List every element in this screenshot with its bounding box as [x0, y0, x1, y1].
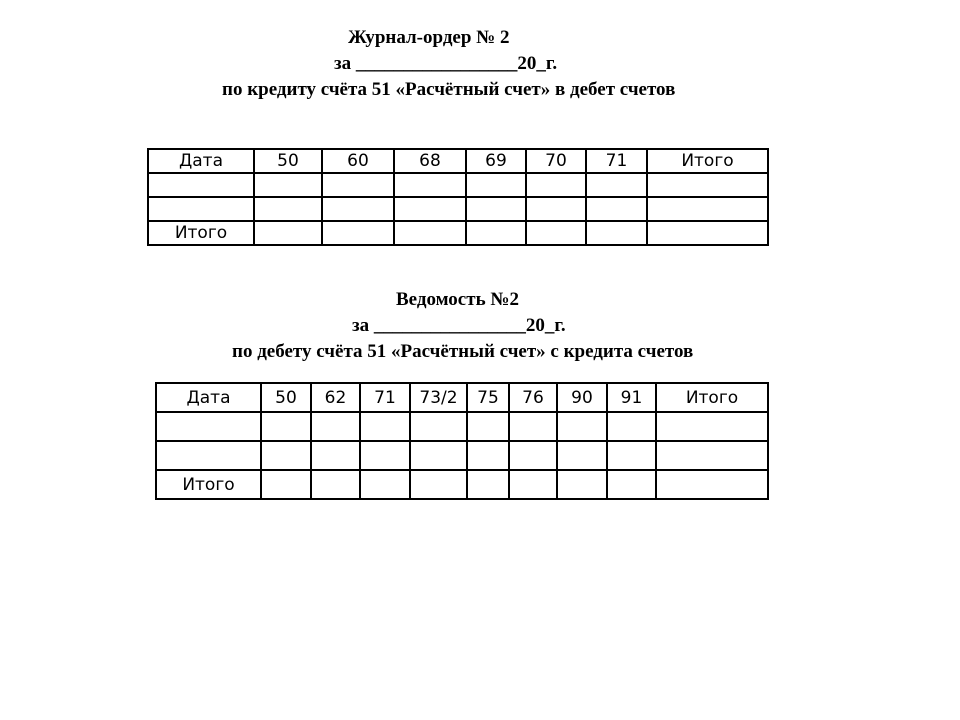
table-cell [607, 470, 656, 499]
table-cell [526, 197, 586, 221]
statement-title: Ведомость №2 [396, 289, 519, 310]
column-header: 71 [586, 149, 647, 173]
table-header-row [156, 383, 768, 412]
table-cell [466, 173, 526, 197]
table-cell [586, 173, 647, 197]
table-cell [360, 412, 410, 441]
table-cell [656, 412, 768, 441]
column-header: 69 [466, 149, 526, 173]
table-cell [466, 221, 526, 245]
table-cell [156, 412, 261, 441]
table-cell [526, 173, 586, 197]
column-header: Дата [148, 149, 254, 173]
table-cell [647, 197, 768, 221]
table-cell [322, 197, 394, 221]
column-header: 68 [394, 149, 466, 173]
table-cell [647, 221, 768, 245]
table-cell [410, 412, 467, 441]
journal-period: за _________________20_г. [334, 53, 558, 74]
table-cell [261, 412, 311, 441]
table-row [156, 412, 768, 441]
table-cell [311, 441, 360, 470]
column-header: 50 [254, 149, 322, 173]
table-cell [254, 173, 322, 197]
table-header-row [148, 149, 768, 173]
column-header: 62 [311, 383, 360, 412]
journal-table [147, 148, 769, 246]
table-cell [467, 441, 509, 470]
table-cell [509, 470, 557, 499]
table-cell [586, 197, 647, 221]
table-total-row [148, 221, 768, 245]
table-cell [311, 412, 360, 441]
table-cell [557, 470, 607, 499]
table-cell [607, 441, 656, 470]
column-header: 73/2 [410, 383, 467, 412]
table-cell [394, 197, 466, 221]
statement-table [155, 382, 769, 500]
table-cell [586, 221, 647, 245]
table-cell [394, 173, 466, 197]
total-label: Итого [148, 221, 254, 245]
table-row [156, 441, 768, 470]
table-cell [509, 441, 557, 470]
table-cell [557, 441, 607, 470]
table-cell [148, 173, 254, 197]
statement-subtitle: по дебету счёта 51 «Расчётный счет» с кредита счетов [232, 341, 694, 362]
column-header: 70 [526, 149, 586, 173]
column-header: Итого [656, 383, 768, 412]
table-cell [254, 221, 322, 245]
table-cell [322, 221, 394, 245]
journal-subtitle: по кредиту счёта 51 «Расчётный счет» в дебет счетов [222, 79, 676, 100]
table-cell [557, 412, 607, 441]
column-header: 90 [557, 383, 607, 412]
table-cell [261, 441, 311, 470]
column-header: 71 [360, 383, 410, 412]
column-header: 75 [467, 383, 509, 412]
table-cell [156, 441, 261, 470]
table-cell [261, 470, 311, 499]
table-cell [607, 412, 656, 441]
table-cell [656, 441, 768, 470]
column-header: Итого [647, 149, 768, 173]
statement-period: за ________________20_г. [352, 315, 566, 336]
table-cell [311, 470, 360, 499]
table-cell [254, 197, 322, 221]
table-cell [526, 221, 586, 245]
table-cell [410, 441, 467, 470]
column-header: 50 [261, 383, 311, 412]
journal-title: Журнал-ордер № 2 [348, 27, 510, 48]
table-row [148, 197, 768, 221]
table-cell [148, 197, 254, 221]
table-total-row [156, 470, 768, 499]
column-header: Дата [156, 383, 261, 412]
table-cell [647, 173, 768, 197]
table-cell [410, 470, 467, 499]
table-cell [322, 173, 394, 197]
table-cell [467, 470, 509, 499]
table-cell [360, 470, 410, 499]
table-cell [360, 441, 410, 470]
column-header: 60 [322, 149, 394, 173]
column-header: 76 [509, 383, 557, 412]
table-row [148, 173, 768, 197]
table-cell [509, 412, 557, 441]
column-header: 91 [607, 383, 656, 412]
table-cell [466, 197, 526, 221]
table-cell [394, 221, 466, 245]
table-cell [656, 470, 768, 499]
table-cell [467, 412, 509, 441]
total-label: Итого [156, 470, 261, 499]
